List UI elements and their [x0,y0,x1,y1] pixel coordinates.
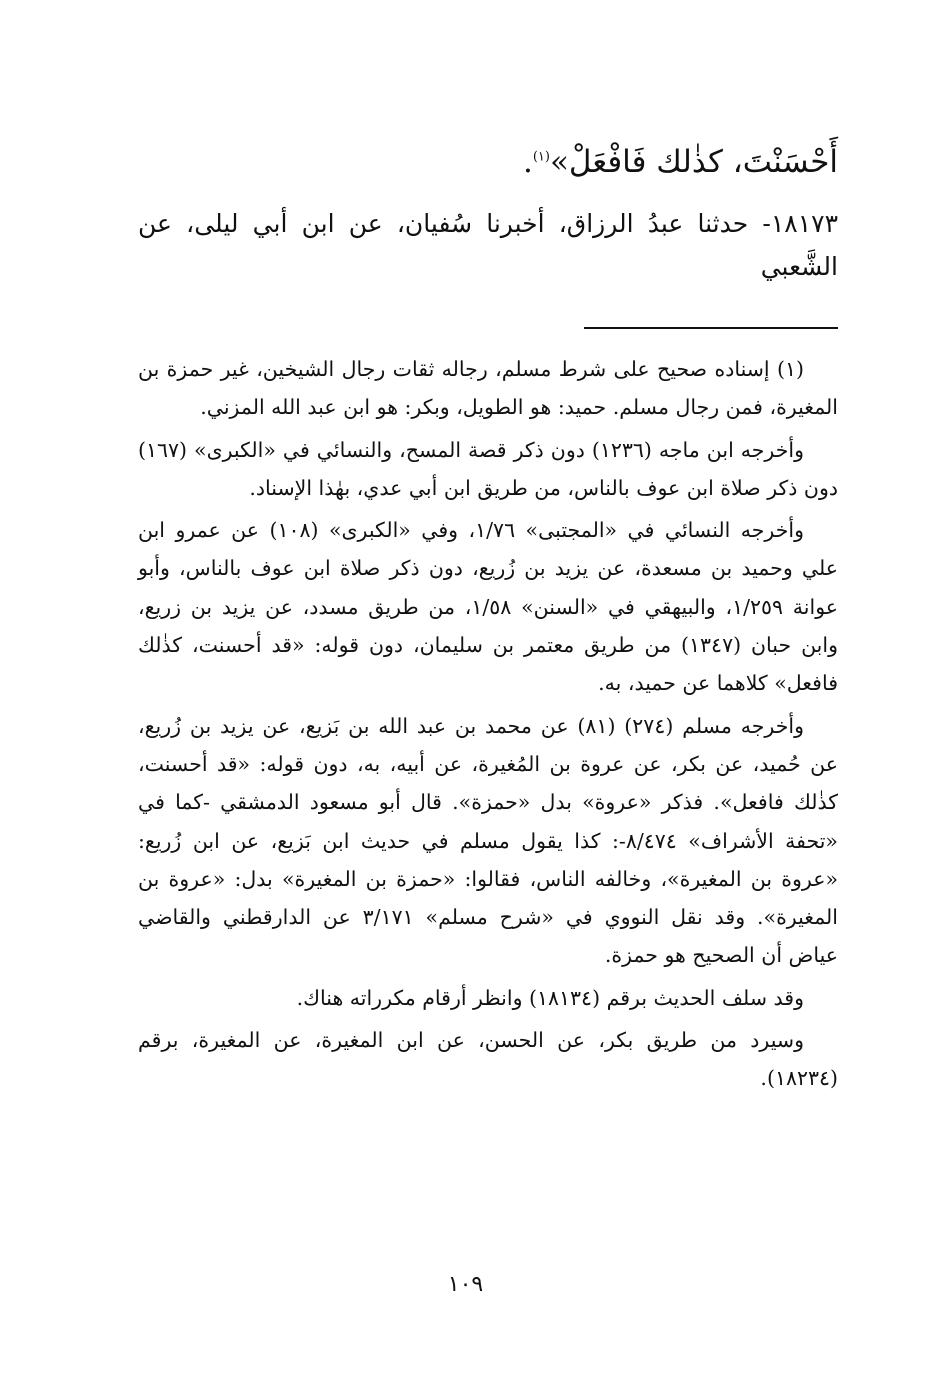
footnote-paragraph: وأخرجه ابن ماجه (١٢٣٦) دون ذكر قصة المسح، والنسائي في «الكبرى» (١٦٧) دون ذكر صلاة ابن عوف بالناس، من طريق ابن أبي عدي، بهٰذا الإسناد. [138,437,838,500]
hadith-paragraph: ١٨١٧٣- حدثنا عبدُ الرزاق، أخبرنا سُفيان، عن ابن أبي ليلى، عن الشَّعبي [138,209,838,281]
main-text-quote: أَحْسَنْتَ، كذٰلك فَافْعَلْ» [549,144,838,180]
footnote-paragraph: (١) إسناده صحيح على شرط مسلم، رجاله ثقات رجال الشيخين، غير حمزة بن المغيرة، فمن رجال مسلم. حميد: هو الطويل، وبكر: هو ابن عبد الله المزني. [138,357,838,420]
main-text-period: . [522,144,533,180]
footnote-divider [584,327,838,329]
footnote-paragraph: وقد سلف الحديث برقم (١٨١٣٤) وانظر أرقام مكرراته هناك. [296,985,804,1010]
footnotes-section [138,350,838,1102]
footnote-paragraph: وسيرد من طريق بكر، عن الحسن، عن ابن المغيرة، عن المغيرة، برقم (١٨٢٣٤). [138,1028,838,1091]
page-number: ١٠٩ [447,1272,484,1297]
footnote-marker: (١) [532,149,550,165]
main-text-line [138,140,838,184]
footnote-paragraph: وأخرجه النسائي في «المجتبى» ١/٧٦، وفي «الكبرى» (١٠٨) عن عمرو ابن علي وحميد بن مسعدة، عن يزيد بن زُريع، دون ذكر صلاة ابن عوف بالناس، وأبو عوانة ١/٢٥٩، والبيهقي في «السنن» ١/٥٨، من طريق مسدد، عن يزيد بن زريع، وابن حبان (١٣٤٧) من طريق معتمر بن سليمان، دون قوله: «قد أحسنت، كذٰلك فافعل» كلاهما عن حميد، به. [138,518,839,696]
footnote-paragraph: وأخرجه مسلم (٢٧٤) (٨١) عن محمد بن عبد الله بن بَزيع، عن يزيد بن زُريع، عن حُميد، عن بكر، عن عروة بن المُغيرة، عن أبيه، به، دون قوله: «قد أحسنت، كذٰلك فافعل». فذكر «عروة» بدل «حمزة». قال أبو مسعود الدمشقي -كما في «تحفة الأشراف» ٨/٤٧٤-: كذا يقول مسلم في حديث ابن بَزيع، عن ابن زُريع: «عروة بن المغيرة»، وخالفه الناس، فقالوا: «حمزة بن المغيرة» بدل: «عروة بن المغيرة». وقد نقل النووي في «شرح مسلم» ٣/١٧١ عن الدارقطني والقاضي عياض أن الصحيح هو حمزة. [138,713,838,968]
book-page [138,130,838,1330]
